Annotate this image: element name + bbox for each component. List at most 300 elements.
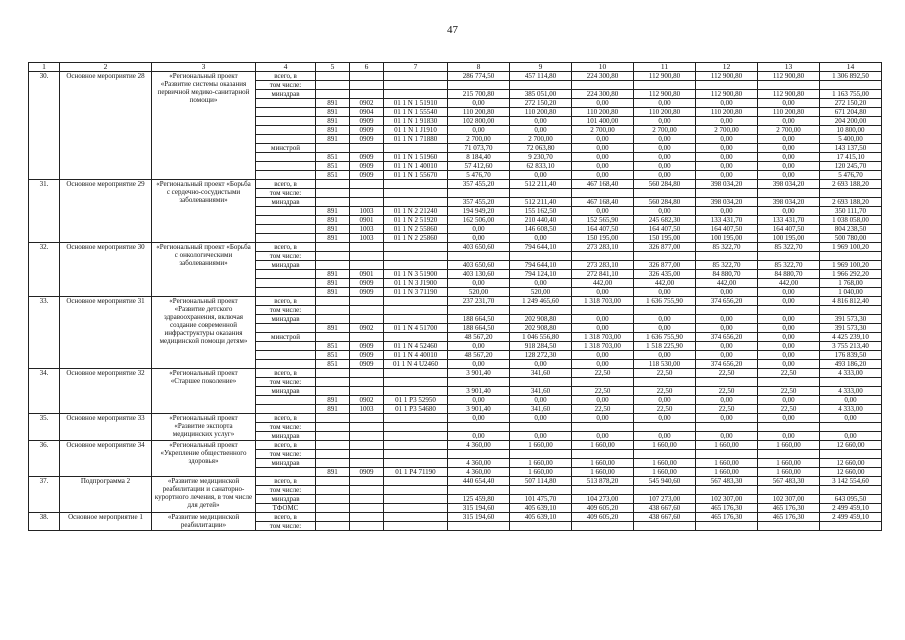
amount-cell: 125 459,80 — [448, 495, 510, 504]
amount-cell: 409 605,20 — [572, 513, 634, 522]
amount-cell — [696, 189, 758, 198]
amount-cell: 0,00 — [448, 360, 510, 369]
executor-label: всего, в — [256, 297, 316, 306]
amount-cell: 0,00 — [448, 225, 510, 234]
amount-cell — [510, 81, 572, 90]
amount-cell: 4 360,00 — [448, 459, 510, 468]
column-number: 1 — [29, 63, 60, 72]
amount-cell — [696, 486, 758, 495]
measure-type: Основное мероприятие 34 — [60, 441, 152, 477]
amount-cell: 0,00 — [448, 126, 510, 135]
executor-label — [256, 324, 316, 333]
section-code: 0909 — [350, 360, 384, 369]
amount-cell: 286 774,50 — [448, 72, 510, 81]
amount-cell: 162 506,00 — [448, 216, 510, 225]
table-row — [29, 441, 882, 450]
target-article-code — [384, 423, 448, 432]
amount-cell: 57 412,60 — [448, 162, 510, 171]
grbs-code — [316, 180, 350, 189]
amount-cell: 1 969 100,20 — [820, 261, 882, 270]
amount-cell: 0,00 — [510, 396, 572, 405]
amount-cell: 2 700,00 — [696, 126, 758, 135]
section-code: 0909 — [350, 351, 384, 360]
amount-cell: 4 816 812,40 — [820, 297, 882, 306]
amount-cell: 0,00 — [696, 135, 758, 144]
target-article-code — [384, 198, 448, 207]
amount-cell: 350 111,70 — [820, 207, 882, 216]
amount-cell: 1 660,00 — [634, 468, 696, 477]
section-code — [350, 198, 384, 207]
target-article-code — [384, 441, 448, 450]
amount-cell: 101 475,70 — [510, 495, 572, 504]
amount-cell — [634, 522, 696, 531]
amount-cell — [820, 81, 882, 90]
amount-cell: 0,00 — [634, 396, 696, 405]
amount-cell: 374 656,20 — [696, 333, 758, 342]
amount-cell: 100 195,00 — [696, 234, 758, 243]
amount-cell: 12 660,00 — [820, 459, 882, 468]
amount-cell: 465 176,30 — [758, 504, 820, 513]
amount-cell: 133 431,70 — [758, 216, 820, 225]
amount-cell: 85 322,70 — [758, 261, 820, 270]
amount-cell: 112 900,80 — [696, 90, 758, 99]
amount-cell: 1 660,00 — [634, 441, 696, 450]
amount-cell: 1 306 892,50 — [820, 72, 882, 81]
executor-label: всего, в — [256, 369, 316, 378]
amount-cell — [634, 189, 696, 198]
measure-name: «Региональный проект «Развитие экспорта медицинских услуг» — [152, 414, 256, 441]
amount-cell: 128 272,30 — [510, 351, 572, 360]
target-article-code — [384, 378, 448, 387]
amount-cell — [696, 378, 758, 387]
executor-label — [256, 153, 316, 162]
section-code: 0909 — [350, 279, 384, 288]
amount-cell: 0,00 — [696, 144, 758, 153]
amount-cell — [696, 450, 758, 459]
column-number: 10 — [572, 63, 634, 72]
amount-cell: 0,00 — [758, 162, 820, 171]
amount-cell — [758, 81, 820, 90]
amount-cell: 112 900,80 — [758, 72, 820, 81]
column-number: 11 — [634, 63, 696, 72]
amount-cell: 0,00 — [696, 207, 758, 216]
grbs-code — [316, 198, 350, 207]
section-code — [350, 504, 384, 513]
column-number: 5 — [316, 63, 350, 72]
grbs-code — [316, 189, 350, 198]
amount-cell: 467 168,40 — [572, 198, 634, 207]
target-article-code: 01 1 P3 54680 — [384, 405, 448, 414]
amount-cell: 0,00 — [758, 153, 820, 162]
amount-cell: 0,00 — [572, 99, 634, 108]
amount-cell — [448, 486, 510, 495]
executor-label — [256, 99, 316, 108]
executor-label — [256, 342, 316, 351]
amount-cell — [510, 378, 572, 387]
amount-cell: 100 195,00 — [758, 234, 820, 243]
amount-cell — [696, 81, 758, 90]
section-code — [350, 144, 384, 153]
column-number: 6 — [350, 63, 384, 72]
executor-label: минстрой — [256, 333, 316, 342]
grbs-code — [316, 144, 350, 153]
amount-cell: 1 660,00 — [572, 468, 634, 477]
amount-cell: 0,00 — [448, 432, 510, 441]
amount-cell: 22,50 — [634, 405, 696, 414]
section-code — [350, 486, 384, 495]
section-code: 1003 — [350, 225, 384, 234]
amount-cell: 0,00 — [696, 99, 758, 108]
target-article-code — [384, 90, 448, 99]
section-code: 0909 — [350, 135, 384, 144]
executor-label — [256, 288, 316, 297]
executor-label — [256, 468, 316, 477]
amount-cell — [448, 81, 510, 90]
target-article-code — [384, 450, 448, 459]
amount-cell: 22,50 — [696, 369, 758, 378]
column-number: 4 — [256, 63, 316, 72]
amount-cell — [696, 306, 758, 315]
executor-label — [256, 360, 316, 369]
section-code — [350, 450, 384, 459]
amount-cell: 1 660,00 — [696, 459, 758, 468]
executor-label — [256, 396, 316, 405]
grbs-code — [316, 459, 350, 468]
amount-cell: 22,50 — [634, 369, 696, 378]
amount-cell — [820, 252, 882, 261]
grbs-code — [316, 81, 350, 90]
measure-name: «Региональный проект «Развитие детского здравоохранения, включая создание современной инфраструктуры оказания медицинской помощи детям» — [152, 297, 256, 369]
amount-cell: 1 163 755,00 — [820, 90, 882, 99]
row-number: 33. — [29, 297, 60, 369]
amount-cell: 202 908,80 — [510, 315, 572, 324]
section-code — [350, 513, 384, 522]
amount-cell: 0,00 — [510, 279, 572, 288]
amount-cell: 272 150,20 — [820, 99, 882, 108]
amount-cell: 150 195,00 — [634, 234, 696, 243]
measure-name: «Развитие медицинской реабилитации и санаторно-курортного лечения, в том числе для детей» — [152, 477, 256, 513]
amount-cell: 273 283,10 — [572, 261, 634, 270]
executor-label: всего, в — [256, 513, 316, 522]
amount-cell: 0,00 — [448, 414, 510, 423]
amount-cell: 0,00 — [758, 396, 820, 405]
amount-cell: 520,00 — [510, 288, 572, 297]
amount-cell: 3 755 213,40 — [820, 342, 882, 351]
column-number: 9 — [510, 63, 572, 72]
amount-cell: 0,00 — [572, 153, 634, 162]
grbs-code — [316, 441, 350, 450]
budget-table — [28, 62, 882, 531]
amount-cell: 0,00 — [696, 324, 758, 333]
row-number: 30. — [29, 72, 60, 180]
amount-cell: 0,00 — [696, 117, 758, 126]
amount-cell — [510, 252, 572, 261]
amount-cell — [820, 486, 882, 495]
amount-cell: 1 660,00 — [572, 441, 634, 450]
amount-cell: 0,00 — [758, 171, 820, 180]
amount-cell: 671 204,80 — [820, 108, 882, 117]
amount-cell: 0,00 — [758, 297, 820, 306]
amount-cell: 164 407,50 — [572, 225, 634, 234]
section-code: 0901 — [350, 270, 384, 279]
amount-cell: 1 660,00 — [634, 459, 696, 468]
table-row — [29, 369, 882, 378]
amount-cell: 0,00 — [510, 414, 572, 423]
target-article-code — [384, 189, 448, 198]
target-article-code: 01 1 N 1 J1910 — [384, 126, 448, 135]
amount-cell: 804 238,50 — [820, 225, 882, 234]
amount-cell: 0,00 — [448, 234, 510, 243]
amount-cell — [820, 378, 882, 387]
amount-cell: 4 333,00 — [820, 405, 882, 414]
amount-cell: 0,00 — [758, 144, 820, 153]
row-number: 34. — [29, 369, 60, 414]
amount-cell: 1 660,00 — [696, 441, 758, 450]
section-code — [350, 297, 384, 306]
amount-cell — [448, 189, 510, 198]
amount-cell: 0,00 — [696, 315, 758, 324]
amount-cell: 0,00 — [758, 342, 820, 351]
grbs-code: 891 — [316, 279, 350, 288]
amount-cell: 0,00 — [448, 99, 510, 108]
amount-cell — [510, 486, 572, 495]
amount-cell: 110 200,80 — [448, 108, 510, 117]
amount-cell: 2 700,00 — [634, 126, 696, 135]
amount-cell: 0,00 — [510, 360, 572, 369]
amount-cell — [634, 252, 696, 261]
row-number: 31. — [29, 180, 60, 243]
amount-cell: 0,00 — [758, 414, 820, 423]
amount-cell: 176 839,50 — [820, 351, 882, 360]
amount-cell: 1 660,00 — [510, 468, 572, 477]
amount-cell: 0,00 — [634, 315, 696, 324]
amount-cell: 500 780,00 — [820, 234, 882, 243]
amount-cell: 0,00 — [758, 207, 820, 216]
amount-cell: 398 034,20 — [696, 180, 758, 189]
amount-cell: 341,60 — [510, 405, 572, 414]
amount-cell: 357 455,20 — [448, 198, 510, 207]
column-number: 3 — [152, 63, 256, 72]
amount-cell: 4 360,00 — [448, 441, 510, 450]
amount-cell: 403 650,60 — [448, 243, 510, 252]
grbs-code — [316, 72, 350, 81]
amount-cell: 0,00 — [758, 99, 820, 108]
amount-cell: 10 800,00 — [820, 126, 882, 135]
measure-name: «Региональный проект «Старшее поколение» — [152, 369, 256, 414]
amount-cell: 0,00 — [572, 162, 634, 171]
section-code: 0909 — [350, 126, 384, 135]
executor-label — [256, 234, 316, 243]
target-article-code — [384, 333, 448, 342]
amount-cell: 0,00 — [572, 144, 634, 153]
amount-cell: 2 499 459,10 — [820, 504, 882, 513]
amount-cell: 0,00 — [572, 360, 634, 369]
amount-cell — [448, 378, 510, 387]
amount-cell: 374 656,20 — [696, 297, 758, 306]
measure-name: «Региональный проект «Борьба с онкологическими заболеваниями» — [152, 243, 256, 297]
target-article-code: 01 1 N 3 71190 — [384, 288, 448, 297]
grbs-code — [316, 261, 350, 270]
amount-cell: 133 431,70 — [696, 216, 758, 225]
amount-cell: 224 300,80 — [572, 72, 634, 81]
target-article-code — [384, 414, 448, 423]
grbs-code: 891 — [316, 216, 350, 225]
amount-cell — [758, 423, 820, 432]
amount-cell: 442,00 — [572, 279, 634, 288]
amount-cell: 0,00 — [634, 207, 696, 216]
section-code: 0902 — [350, 396, 384, 405]
section-code — [350, 72, 384, 81]
amount-cell — [448, 252, 510, 261]
amount-cell: 1 660,00 — [572, 459, 634, 468]
target-article-code — [384, 369, 448, 378]
amount-cell: 2 693 188,20 — [820, 198, 882, 207]
amount-cell: 409 605,20 — [572, 504, 634, 513]
amount-cell — [510, 423, 572, 432]
section-code — [350, 432, 384, 441]
amount-cell: 4 333,00 — [820, 369, 882, 378]
amount-cell: 0,00 — [696, 414, 758, 423]
amount-cell: 22,50 — [696, 405, 758, 414]
section-code — [350, 387, 384, 396]
amount-cell: 110 200,80 — [758, 108, 820, 117]
target-article-code: 01 1 N 3 51900 — [384, 270, 448, 279]
amount-cell — [572, 486, 634, 495]
amount-cell — [758, 378, 820, 387]
amount-cell: 112 900,80 — [758, 90, 820, 99]
amount-cell: 12 660,00 — [820, 441, 882, 450]
amount-cell: 341,60 — [510, 387, 572, 396]
amount-cell: 273 283,10 — [572, 243, 634, 252]
executor-label — [256, 270, 316, 279]
amount-cell: 567 483,30 — [696, 477, 758, 486]
amount-cell: 0,00 — [510, 234, 572, 243]
amount-cell: 391 573,30 — [820, 315, 882, 324]
amount-cell: 110 200,80 — [696, 108, 758, 117]
amount-cell: 194 949,20 — [448, 207, 510, 216]
column-number-row — [29, 63, 882, 72]
column-number: 12 — [696, 63, 758, 72]
amount-cell: 48 567,20 — [448, 333, 510, 342]
amount-cell: 0,00 — [820, 432, 882, 441]
grbs-code: 891 — [316, 135, 350, 144]
target-article-code — [384, 72, 448, 81]
section-code — [350, 414, 384, 423]
section-code: 0909 — [350, 342, 384, 351]
amount-cell — [448, 522, 510, 531]
amount-cell: 104 273,00 — [572, 495, 634, 504]
amount-cell: 0,00 — [572, 171, 634, 180]
amount-cell — [572, 423, 634, 432]
amount-cell: 385 051,00 — [510, 90, 572, 99]
amount-cell: 0,00 — [634, 324, 696, 333]
section-code — [350, 90, 384, 99]
target-article-code: 01 1 N 4 40010 — [384, 351, 448, 360]
amount-cell: 143 137,50 — [820, 144, 882, 153]
amount-cell: 152 565,90 — [572, 216, 634, 225]
amount-cell: 22,50 — [696, 387, 758, 396]
amount-cell — [634, 81, 696, 90]
target-article-code: 01 1 N 1 51960 — [384, 153, 448, 162]
amount-cell: 567 483,30 — [758, 477, 820, 486]
column-number: 14 — [820, 63, 882, 72]
target-article-code: 01 1 N 2 51920 — [384, 216, 448, 225]
amount-cell: 0,00 — [758, 333, 820, 342]
section-code — [350, 306, 384, 315]
amount-cell: 3 901,40 — [448, 387, 510, 396]
target-article-code — [384, 387, 448, 396]
amount-cell: 0,00 — [448, 342, 510, 351]
amount-cell: 0,00 — [758, 351, 820, 360]
section-code — [350, 333, 384, 342]
amount-cell: 4 333,00 — [820, 387, 882, 396]
grbs-code — [316, 423, 350, 432]
executor-label: минздрав — [256, 315, 316, 324]
amount-cell: 112 900,80 — [634, 72, 696, 81]
grbs-code — [316, 486, 350, 495]
amount-cell: 272 150,20 — [510, 99, 572, 108]
amount-cell — [448, 450, 510, 459]
section-code — [350, 81, 384, 90]
amount-cell: 3 901,40 — [448, 405, 510, 414]
amount-cell: 1 768,00 — [820, 279, 882, 288]
executor-label: минстрой — [256, 144, 316, 153]
grbs-code: 851 — [316, 162, 350, 171]
amount-cell: 1 040,00 — [820, 288, 882, 297]
amount-cell: 1 318 703,00 — [572, 333, 634, 342]
amount-cell: 507 114,80 — [510, 477, 572, 486]
amount-cell: 0,00 — [572, 324, 634, 333]
grbs-code — [316, 522, 350, 531]
section-code: 0909 — [350, 117, 384, 126]
grbs-code: 891 — [316, 234, 350, 243]
measure-type: Основное мероприятие 29 — [60, 180, 152, 243]
amount-cell: 398 034,20 — [758, 198, 820, 207]
amount-cell: 442,00 — [696, 279, 758, 288]
amount-cell: 0,00 — [696, 432, 758, 441]
amount-cell: 2 693 188,20 — [820, 180, 882, 189]
target-article-code — [384, 522, 448, 531]
executor-label — [256, 207, 316, 216]
grbs-code: 851 — [316, 153, 350, 162]
amount-cell: 493 186,20 — [820, 360, 882, 369]
executor-label — [256, 171, 316, 180]
amount-cell: 0,00 — [510, 126, 572, 135]
grbs-code — [316, 333, 350, 342]
grbs-code — [316, 450, 350, 459]
amount-cell: 110 200,80 — [572, 108, 634, 117]
column-number: 13 — [758, 63, 820, 72]
amount-cell: 0,00 — [696, 153, 758, 162]
target-article-code — [384, 243, 448, 252]
amount-cell: 403 650,60 — [448, 261, 510, 270]
amount-cell: 0,00 — [696, 288, 758, 297]
amount-cell: 4 360,00 — [448, 468, 510, 477]
amount-cell — [448, 423, 510, 432]
amount-cell: 520,00 — [448, 288, 510, 297]
amount-cell: 0,00 — [820, 396, 882, 405]
amount-cell: 326 435,00 — [634, 270, 696, 279]
section-code — [350, 369, 384, 378]
amount-cell — [758, 189, 820, 198]
section-code: 0904 — [350, 108, 384, 117]
amount-cell: 0,00 — [820, 414, 882, 423]
amount-cell: 457 114,80 — [510, 72, 572, 81]
target-article-code: 01 1 N 4 52460 — [384, 342, 448, 351]
section-code: 0909 — [350, 162, 384, 171]
column-number: 8 — [448, 63, 510, 72]
amount-cell: 0,00 — [758, 360, 820, 369]
